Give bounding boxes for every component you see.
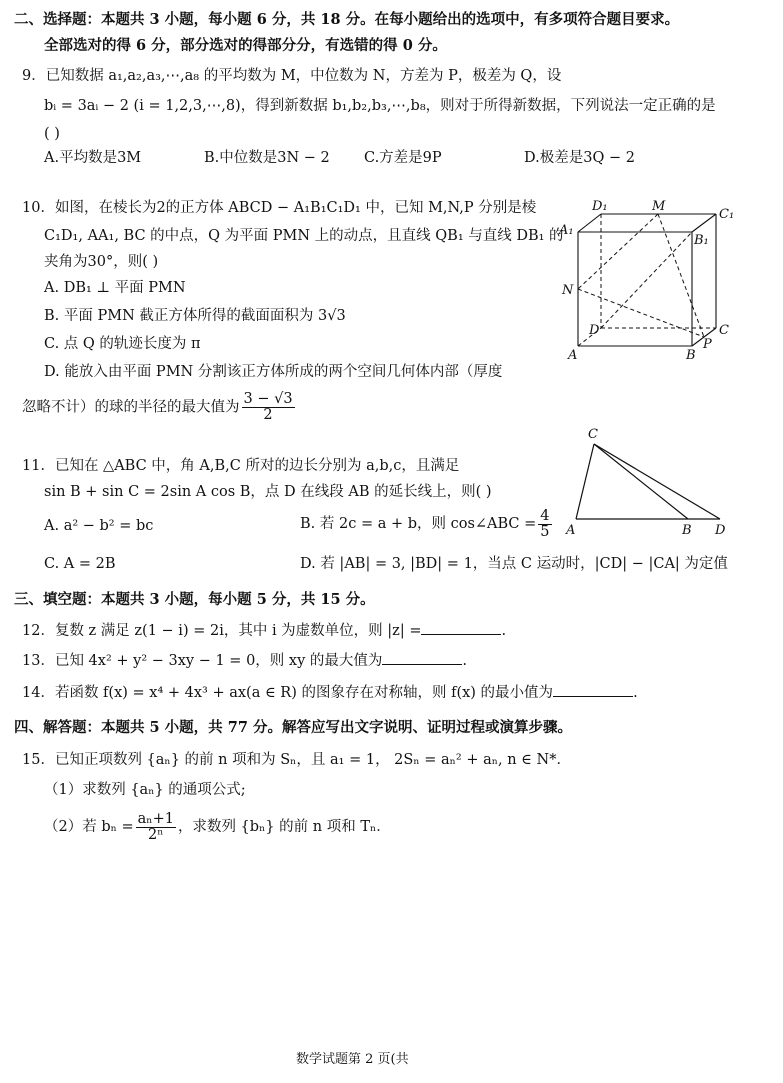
label-b: B	[682, 523, 692, 538]
label-d: D	[589, 323, 600, 338]
fraction-denominator: 2ⁿ	[148, 826, 164, 843]
q10-option-d-cont	[22, 392, 297, 423]
fraction-numerator: 3 − √3	[243, 391, 293, 407]
q14-text: 14．若函数 f(x) = x⁴ + 4x³ + ax(a ∈ R) 的图象存在对称轴，则 f(x) 的最小值为	[22, 685, 554, 701]
fraction-denominator: 5	[540, 523, 550, 540]
label-d: D	[715, 523, 726, 538]
label-c1: C₁	[719, 207, 735, 222]
q15-bn-fraction	[136, 812, 176, 843]
q11-option-b-text: B. 若 2c = a + b，则 cos∠ABC =	[300, 516, 537, 532]
q15-part2	[44, 810, 391, 844]
q13	[22, 650, 467, 671]
q11-stem-line2: sin B + sin C = 2sin A cos B，点 D 在线段 AB 的延长线上，则( )	[44, 484, 492, 500]
q9-stem-line1: 9．已知数据 a₁,a₂,a₃,⋯,a₈ 的平均数为 M，中位数为 N，方差为 P，极差为 Q，设	[22, 68, 562, 84]
q12	[22, 620, 506, 641]
label-a1: A₁	[559, 223, 574, 238]
label-b1: B₁	[694, 233, 709, 248]
q14-answer-blank[interactable]	[553, 682, 633, 697]
q10-option-d: D. 能放入由平面 PMN 分割该正方体所成的两个空间几何体内部（厚度	[44, 364, 503, 380]
cube-figure	[556, 196, 746, 368]
edge-b1c1	[692, 214, 716, 232]
q10-radius-fraction	[242, 392, 295, 423]
q11-option-d: D. 若 |AB| = 3, |BD| = 1，当点 C 运动时，|CD| − |CA| 为定值	[300, 556, 728, 572]
q10-stem-line2: C₁D₁, AA₁, BC 的中点，Q 为平面 PMN 上的动点，且直线 QB₁ 与直线 DB₁ 的	[44, 228, 564, 244]
label-p: P	[703, 337, 712, 352]
label-d1: D₁	[592, 199, 608, 214]
fraction-denominator: 2	[263, 407, 273, 423]
side-ca	[576, 444, 594, 519]
q15-part1: （1）求数列 {aₙ} 的通项公式;	[44, 782, 246, 798]
q14	[22, 682, 638, 703]
q10-stem-line1: 10．如图，在棱长为2的正方体 ABCD − A₁B₁C₁D₁ 中，已知 M,N,P 分别是棱	[22, 200, 537, 216]
triangle-figure	[560, 422, 740, 540]
edge-a1d1	[578, 214, 601, 232]
q9-answer-paren: ( )	[44, 126, 60, 142]
q12-text: 12．复数 z 满足 z(1 − i) = 2i，其中 i 为虚数单位，则 |z| =	[22, 623, 422, 639]
label-c: C	[588, 427, 598, 442]
segment-cd	[594, 444, 720, 519]
section-4-title: 四、解答题：本题共 5 小题，共 77 分。解答应写出文字说明、证明过程或演算步骤。	[14, 719, 572, 736]
q13-text: 13．已知 4x² + y² − 3xy − 1 = 0，则 xy 的最大值为	[22, 653, 383, 669]
q9-option-d: D.极差是3Q − 2	[524, 150, 635, 166]
q9-option-c: C.方差是9P	[364, 150, 442, 166]
section-2-title: 二、选择题：本题共 3 小题，每小题 6 分，共 18 分。在每小题给出的选项中，有多项符合题目要求。	[14, 11, 680, 28]
label-m: M	[652, 199, 666, 214]
diagonal-db1	[601, 232, 692, 328]
q10-option-a: A. DB₁ ⊥ 平面 PMN	[44, 280, 186, 296]
label-b: B	[686, 348, 696, 363]
q10-option-b: B. 平面 PMN 截正方体所得的截面面积为 3√3	[44, 308, 346, 324]
label-n: N	[562, 283, 574, 298]
side-cb	[594, 444, 688, 519]
q13-answer-blank[interactable]	[382, 650, 462, 665]
segment-mn	[578, 214, 658, 289]
label-c: C	[719, 323, 729, 338]
q14-period: .	[633, 685, 638, 701]
label-a: A	[568, 348, 578, 363]
fraction-numerator: 4	[540, 507, 550, 524]
q10-stem-line3: 夹角为30°，则( )	[44, 254, 159, 270]
q15-part2-text: （2）若 bₙ =	[44, 819, 134, 835]
q15-stem: 15．已知正项数列 {aₙ} 的前 n 项和为 Sₙ，且 a₁ = 1， 2Sₙ = aₙ² + aₙ, n ∈ N*．	[22, 752, 571, 768]
q9-option-a: A.平均数是3M	[44, 150, 142, 166]
q11-option-b	[300, 508, 554, 540]
q12-period: .	[501, 623, 507, 639]
page-footer: 数学试题第 2 页(共	[296, 1052, 409, 1067]
section-2-scoring: 全部选对的得 6 分，部分选对的得部分分，有选错的得 0 分。	[44, 37, 447, 54]
q12-answer-blank[interactable]	[421, 620, 501, 635]
q10-option-c: C. 点 Q 的轨迹长度为 π	[44, 336, 201, 352]
label-a: A	[566, 523, 576, 538]
q13-period: .	[462, 653, 467, 669]
q15-part2-tail: ，求数列 {bₙ} 的前 n 项和 Tₙ．	[177, 819, 391, 835]
q9-stem-line2: bᵢ = 3aᵢ − 2 (i = 1,2,3,⋯,8)，得到新数据 b₁,b₂,b₃,⋯,b₈，则对于所得新数据，下列说法一定正确的是	[44, 98, 716, 114]
section-3-title: 三、填空题：本题共 3 小题，每小题 5 分，共 15 分。	[14, 591, 375, 608]
q11-option-b-fraction	[538, 509, 551, 540]
q11-option-c: C. A = 2B	[44, 556, 116, 572]
q11-option-a: A. a² − b² = bc	[44, 518, 154, 534]
q11-stem-line1: 11．已知在 △ABC 中，角 A,B,C 所对的边长分别为 a,b,c，且满足	[22, 458, 460, 474]
q9-option-b: B.中位数是3N − 2	[204, 150, 330, 166]
fraction-numerator: aₙ+1	[137, 810, 174, 827]
q10-option-d-line2: 忽略不计）的球的半径的最大值为	[22, 399, 240, 416]
